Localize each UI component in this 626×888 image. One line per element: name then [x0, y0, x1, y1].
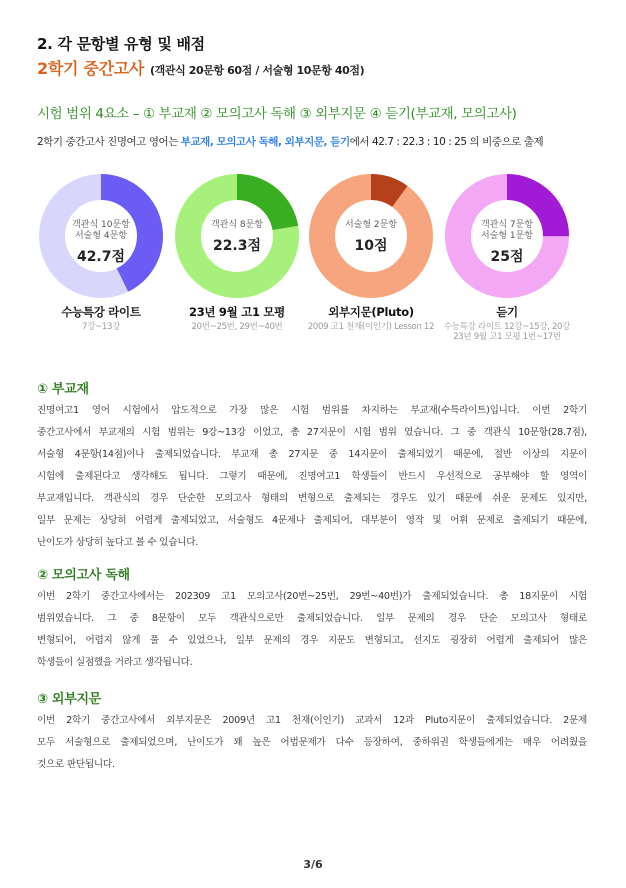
article-line: 부교재입니다. 객관식의 경우 단순한 모의고사 형태의 변형으로 출제되는 경우도 있기 때문에 쉬운 문제도 있지만,: [37, 493, 587, 504]
donut-range: [172, 322, 302, 332]
donut-center-label: [36, 220, 166, 266]
donut-range: [36, 322, 166, 332]
donut-range-line: 23년 9월 고1 모평 1번~17번: [453, 332, 561, 342]
article-heading-textbook: ① 부교재: [37, 382, 89, 397]
donut-chart: [306, 174, 436, 332]
intro-highlight-listening: 듣기: [330, 136, 350, 148]
intro-highlight-external: 외부지문: [284, 136, 324, 148]
donut-title: 수능특강 라이트: [61, 305, 141, 319]
donut-type-line: 서술형 4문항: [74, 231, 128, 241]
donut-chart: [172, 174, 302, 332]
donut-score: 42.7점: [76, 249, 126, 265]
intro-highlight-mock: 모의고사 독해: [216, 136, 279, 148]
donut-type-text: [36, 220, 166, 242]
article-body-external: [37, 710, 587, 776]
article-line: 범위였습니다. 그 중 8문항이 모두 객관식으로만 출제되었습니다. 일부 문제의 경우 단순 모의고사 형태로: [37, 613, 587, 624]
article-line: 서술형 4문항(14점)이나 출제되었습니다. 부교재 총 27지문 중 14지문이 출제되었기 때문에, 절반 이상의 지문이: [37, 449, 587, 460]
donut-range-line: 20번~25번, 29번~40번: [191, 322, 283, 332]
article-line: 것으로 판단됩니다.: [37, 759, 115, 770]
donut-type-text: [442, 220, 572, 242]
intro-tail: 에서 42.7 : 22.3 : 10 : 25 의 비중으로 출제: [349, 136, 544, 148]
donut-type-text: [306, 220, 436, 231]
page-number: 3/6: [303, 858, 323, 871]
donut-title: 외부지문(Pluto): [328, 305, 414, 319]
article-line: 모두 서술형으로 출제되었으며, 난이도가 꽤 높은 어법문제가 다수 등장하여, 중하위권 학생들에게는 매우 어려웠을: [37, 737, 587, 748]
donut-range: [442, 322, 572, 342]
article-line: 변형되어, 어렵지 않게 풀 수 있었으나, 일부 문제의 경우 지문도 변형되고, 선지도 굉장히 어렵게 출제되어 많은: [37, 635, 587, 646]
article-line: 중간고사에서 부교재의 시험 범위는 9강~13강 이었고, 총 27지문이 시험 범위 였습니다. 그 중 객관식 10문항(28.7점),: [37, 427, 587, 438]
donut-center-label: [442, 220, 572, 266]
donut-center-label: [306, 220, 436, 255]
donut-title: 듣기: [496, 305, 518, 319]
donut-chart: [442, 174, 572, 342]
donut-range-line: 수능특강 라이트 12강~15강, 20강: [443, 322, 571, 332]
donut-type-line: 객관식 10문항: [72, 220, 130, 230]
donut-chart: [36, 174, 166, 332]
article-line: 시험에 출제된다고 생각해도 됩니다. 그렇기 때문에, 진명여고1 학생들이 반드시 우선적으로 공부해야 할 영역이: [37, 471, 587, 482]
intro-line: [37, 134, 543, 149]
article-heading-external: ③ 외부지문: [37, 692, 101, 707]
donut-title: 23년 9월 고1 모평: [189, 305, 285, 319]
article-heading-mock: ② 모의고사 독해: [37, 568, 130, 583]
article-line: 일부 문제는 상당히 어렵게 출제되었고, 서술형도 4문제나 출제되어, 대부분이 영작 및 어휘 문제로 출제되기 때문에,: [37, 515, 587, 526]
donut-range-line: 7강~13강: [82, 322, 120, 332]
article-body-mock: [37, 586, 587, 674]
donut-range-line: 2009 고1 천재(이인기) Lesson 12: [307, 322, 435, 332]
intro-lead: 2학기 중간고사 진명여고 영어는: [37, 136, 181, 148]
donut-score: 25점: [490, 249, 524, 265]
article-line: 학생들이 실점했을 거라고 생각됩니다.: [37, 657, 193, 668]
intro-sep: ,: [209, 136, 217, 148]
intro-sep: ,: [323, 136, 331, 148]
scope-line: 시험 범위 4요소 – ① 부교재 ② 모의고사 독해 ③ 외부지문 ④ 듣기(부교재, 모의고사): [37, 106, 517, 122]
donut-type-line: 객관식 7문항: [480, 220, 534, 230]
intro-sep: ,: [278, 136, 285, 148]
donut-center-label: [172, 220, 302, 255]
donut-score: 10점: [354, 238, 388, 254]
article-line: 진명여고1 영어 시험에서 압도적으로 가장 많은 시험 범위를 차지하는 부교재(수특라이트)입니다. 이번 2학기: [37, 405, 587, 416]
donut-type-line: 서술형 2문항: [344, 220, 398, 230]
article-body-textbook: [37, 400, 587, 554]
donut-type-line: 서술형 1문항: [480, 231, 534, 241]
donut-type-text: [172, 220, 302, 231]
exam-title: 2학기 중간고사: [37, 59, 145, 78]
donut-type-line: 객관식 8문항: [210, 220, 264, 230]
article-line: 이번 2학기 중간고사에서 외부지문은 2009년 고1 천재(이인기) 교과서 12과 Pluto지문이 출제되었습니다. 2문제: [37, 715, 587, 726]
intro-highlight-textbook: 부교재: [180, 136, 210, 148]
section-heading: 2. 각 문항별 유형 및 배점: [37, 35, 205, 53]
exam-subtitle: (객관식 20문항 60점 / 서술형 10문항 40점): [150, 64, 365, 77]
donut-score: 22.3점: [212, 238, 262, 254]
article-line: 이번 2학기 중간고사에서는 202309 고1 모의고사(20번~25번, 29번~40번)가 출제되었습니다. 총 18지문이 시험: [37, 591, 587, 602]
exam-title-line: [37, 56, 364, 79]
donut-range: [306, 322, 436, 332]
article-line: 난이도가 상당히 높다고 볼 수 있습니다.: [37, 537, 199, 548]
